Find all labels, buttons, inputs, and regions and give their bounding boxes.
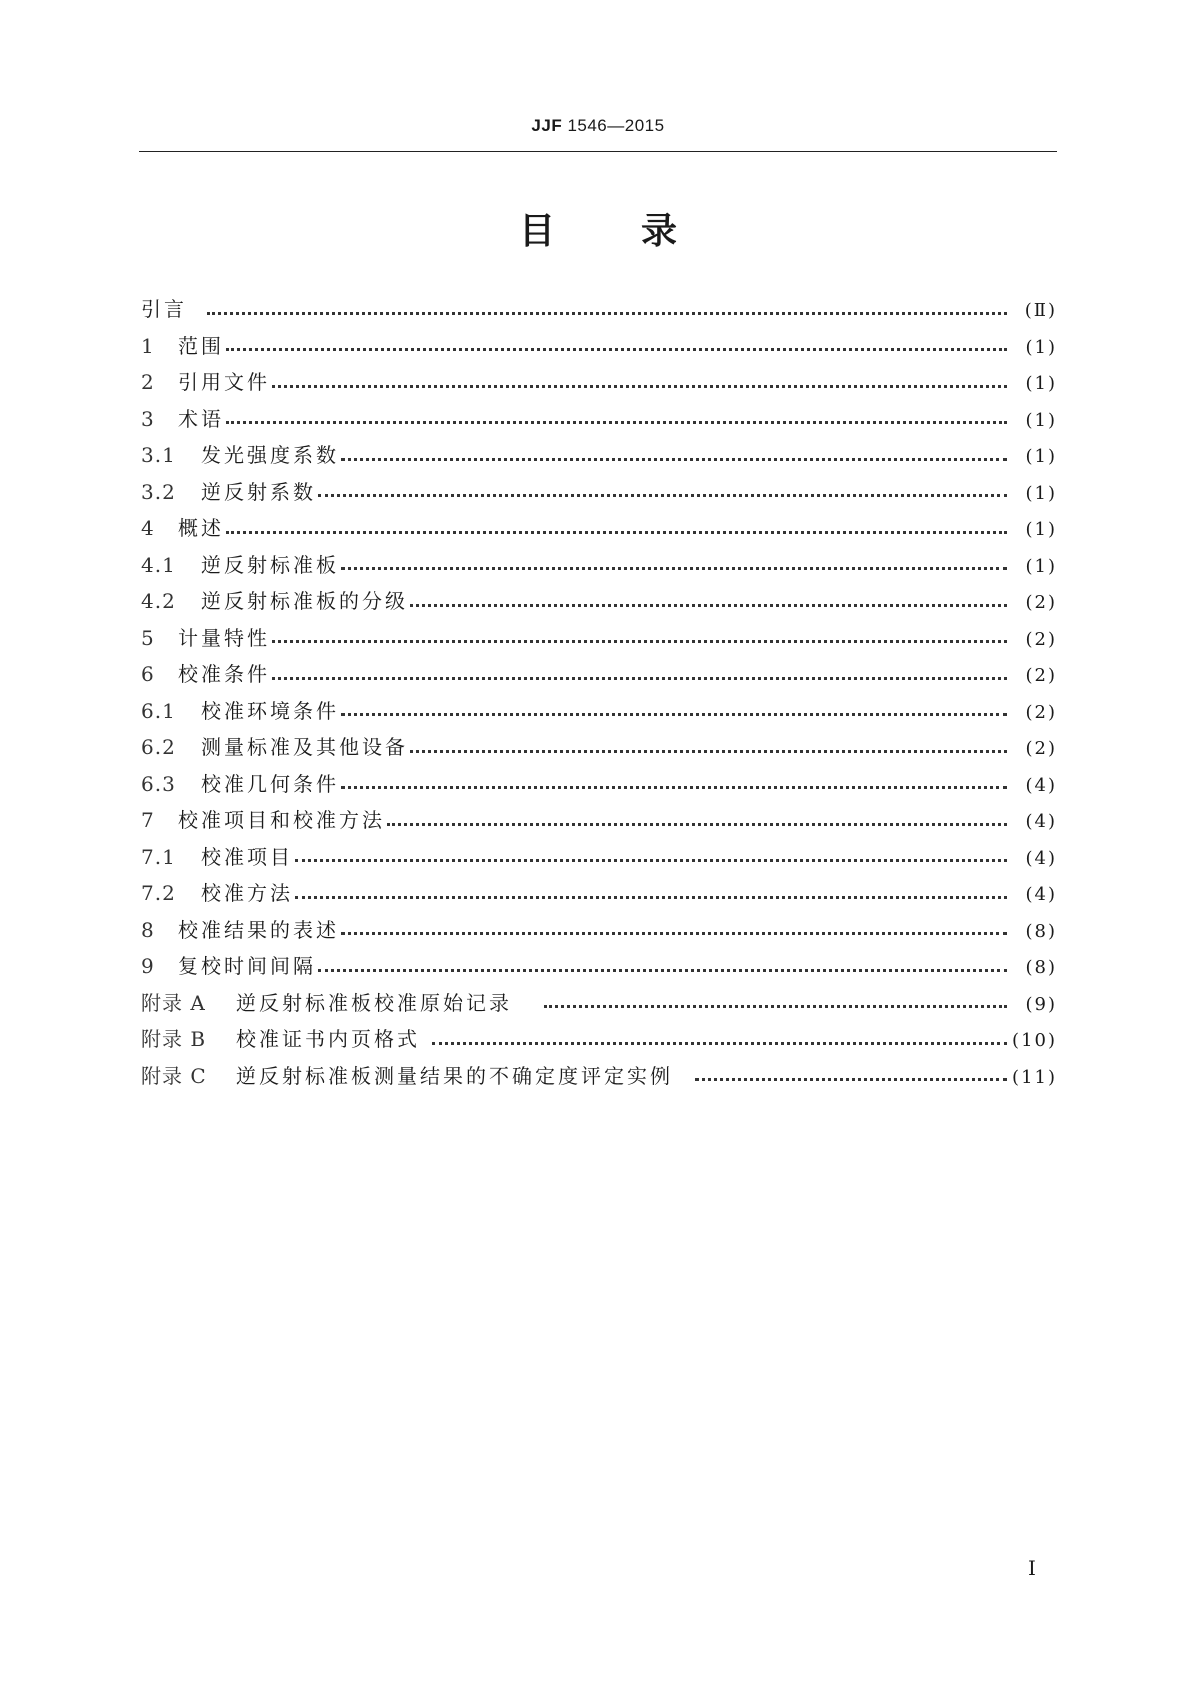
toc-entry-page: (2) xyxy=(1025,592,1057,613)
toc-entry-number: 7.2 xyxy=(141,881,176,905)
running-header xyxy=(139,116,1057,136)
leader-dots xyxy=(272,385,1007,388)
toc-entry-6-1[interactable] xyxy=(141,693,1057,730)
toc-entry-4-2[interactable] xyxy=(141,583,1057,620)
table-of-contents xyxy=(141,291,1057,1094)
toc-entry-number: 7.1 xyxy=(141,844,176,869)
toc-entry-9[interactable] xyxy=(141,948,1057,985)
toc-entry-title: 校准几何条件 xyxy=(201,771,339,796)
toc-entry-intro[interactable] xyxy=(141,291,1057,328)
toc-entry-number: 4.1 xyxy=(141,552,176,577)
toc-entry-number: 1 xyxy=(141,333,155,358)
toc-entry-page: (Ⅱ) xyxy=(1024,300,1057,321)
toc-entry-title: 计量特性 xyxy=(178,625,270,650)
leader-dots xyxy=(226,531,1007,534)
leader-dots xyxy=(318,494,1007,497)
toc-entry-title: 引言 xyxy=(141,297,187,321)
leader-dots xyxy=(695,1078,1007,1081)
leader-dots xyxy=(544,1005,1007,1008)
toc-entry-1[interactable] xyxy=(141,328,1057,365)
toc-entry-title: 逆反射系数 xyxy=(201,479,316,504)
leader-dots xyxy=(207,312,1007,315)
toc-entry-appendix-b[interactable] xyxy=(141,1021,1057,1058)
toc-entry-number: 3.2 xyxy=(141,479,176,504)
toc-entry-page: (2) xyxy=(1025,628,1057,650)
toc-entry-page: (4) xyxy=(1025,774,1057,796)
toc-entry-page: (4) xyxy=(1025,884,1057,905)
toc-entry-page: (4) xyxy=(1025,847,1057,869)
standard-number: 1546—2015 xyxy=(567,116,665,135)
toc-entry-number: 附录 A xyxy=(141,990,206,1015)
toc-entry-title: 发光强度系数 xyxy=(201,443,339,467)
toc-entry-number: 5 xyxy=(141,625,155,650)
toc-entry-number: 3.1 xyxy=(141,443,176,467)
title-char-1: 目 xyxy=(518,211,555,252)
toc-entry-page: (8) xyxy=(1025,920,1057,942)
toc-entry-number: 7 xyxy=(141,808,155,832)
page-title xyxy=(139,203,1057,254)
toc-entry-6-3[interactable] xyxy=(141,766,1057,803)
toc-entry-7-1[interactable] xyxy=(141,839,1057,876)
leader-dots xyxy=(341,932,1007,935)
toc-entry-number: 9 xyxy=(141,954,155,978)
leader-dots xyxy=(341,567,1007,570)
toc-entry-page: (11) xyxy=(1012,1066,1057,1088)
toc-entry-6-2[interactable] xyxy=(141,729,1057,766)
toc-entry-title: 校准项目 xyxy=(201,844,293,869)
leader-dots xyxy=(341,458,1007,461)
toc-entry-7[interactable] xyxy=(141,802,1057,839)
toc-entry-number: 附录 C xyxy=(141,1063,207,1088)
toc-entry-7-2[interactable] xyxy=(141,875,1057,912)
toc-entry-page: (2) xyxy=(1025,738,1057,759)
toc-entry-title: 范围 xyxy=(178,333,224,358)
page-number: Ⅰ xyxy=(1028,1556,1036,1580)
leader-dots xyxy=(226,421,1007,424)
toc-entry-4-1[interactable] xyxy=(141,547,1057,584)
toc-entry-page: (2) xyxy=(1025,701,1057,723)
toc-entry-page: (1) xyxy=(1025,555,1057,577)
toc-entry-page: (2) xyxy=(1025,665,1057,686)
standard-code: JJF xyxy=(531,116,563,135)
toc-entry-4[interactable] xyxy=(141,510,1057,547)
toc-entry-title: 概述 xyxy=(178,516,224,540)
toc-entry-page: (4) xyxy=(1025,811,1057,832)
toc-entry-title: 逆反射标准板的分级 xyxy=(201,589,408,613)
leader-dots xyxy=(387,823,1007,826)
leader-dots xyxy=(318,969,1007,972)
toc-entry-page: (10) xyxy=(1012,1030,1057,1051)
toc-entry-title: 引用文件 xyxy=(178,370,270,394)
leader-dots xyxy=(295,896,1007,899)
toc-entry-title: 逆反射标准板测量结果的不确定度评定实例 xyxy=(236,1063,673,1088)
toc-entry-title: 校准证书内页格式 xyxy=(236,1027,420,1051)
title-char-2: 录 xyxy=(641,211,678,252)
toc-entry-page: (1) xyxy=(1025,446,1057,467)
toc-entry-title: 校准结果的表述 xyxy=(178,917,339,942)
toc-entry-title: 逆反射标准板校准原始记录 xyxy=(236,990,512,1015)
toc-entry-6[interactable] xyxy=(141,656,1057,693)
toc-entry-3-2[interactable] xyxy=(141,474,1057,511)
leader-dots xyxy=(295,859,1007,862)
toc-entry-page: (1) xyxy=(1025,409,1057,431)
toc-entry-3-1[interactable] xyxy=(141,437,1057,474)
leader-dots xyxy=(226,348,1007,351)
toc-entry-title: 测量标准及其他设备 xyxy=(201,735,408,759)
toc-entry-appendix-a[interactable] xyxy=(141,985,1057,1022)
toc-entry-title: 复校时间间隔 xyxy=(178,954,316,978)
toc-entry-title: 校准项目和校准方法 xyxy=(178,808,385,832)
toc-entry-number: 8 xyxy=(141,917,155,942)
toc-entry-number: 6.3 xyxy=(141,771,176,796)
toc-entry-title: 术语 xyxy=(178,406,224,431)
toc-entry-2[interactable] xyxy=(141,364,1057,401)
leader-dots xyxy=(341,713,1007,716)
toc-entry-appendix-c[interactable] xyxy=(141,1058,1057,1095)
toc-entry-page: (1) xyxy=(1025,482,1057,504)
toc-entry-number: 附录 B xyxy=(141,1027,207,1051)
toc-entry-8[interactable] xyxy=(141,912,1057,949)
toc-entry-title: 校准方法 xyxy=(201,881,293,905)
toc-entry-number: 6.1 xyxy=(141,698,176,723)
toc-entry-title: 校准环境条件 xyxy=(201,698,339,723)
toc-entry-title: 逆反射标准板 xyxy=(201,552,339,577)
toc-entry-page: (8) xyxy=(1025,957,1057,978)
header-rule xyxy=(139,151,1057,152)
toc-entry-title: 校准条件 xyxy=(178,662,270,686)
leader-dots xyxy=(432,1042,1007,1045)
toc-entry-number: 6.2 xyxy=(141,735,176,759)
toc-entry-3[interactable] xyxy=(141,401,1057,438)
toc-entry-number: 2 xyxy=(141,370,155,394)
toc-entry-number: 3 xyxy=(141,406,155,431)
leader-dots xyxy=(410,604,1007,607)
toc-entry-number: 6 xyxy=(141,662,155,686)
toc-entry-number: 4 xyxy=(141,516,155,540)
leader-dots xyxy=(272,640,1007,643)
leader-dots xyxy=(410,750,1007,753)
toc-entry-page: (9) xyxy=(1025,993,1057,1015)
leader-dots xyxy=(341,786,1007,789)
toc-entry-5[interactable] xyxy=(141,620,1057,657)
toc-entry-page: (1) xyxy=(1025,336,1057,358)
toc-entry-number: 4.2 xyxy=(141,589,176,613)
toc-entry-page: (1) xyxy=(1025,373,1057,394)
toc-entry-page: (1) xyxy=(1025,519,1057,540)
leader-dots xyxy=(272,677,1007,680)
